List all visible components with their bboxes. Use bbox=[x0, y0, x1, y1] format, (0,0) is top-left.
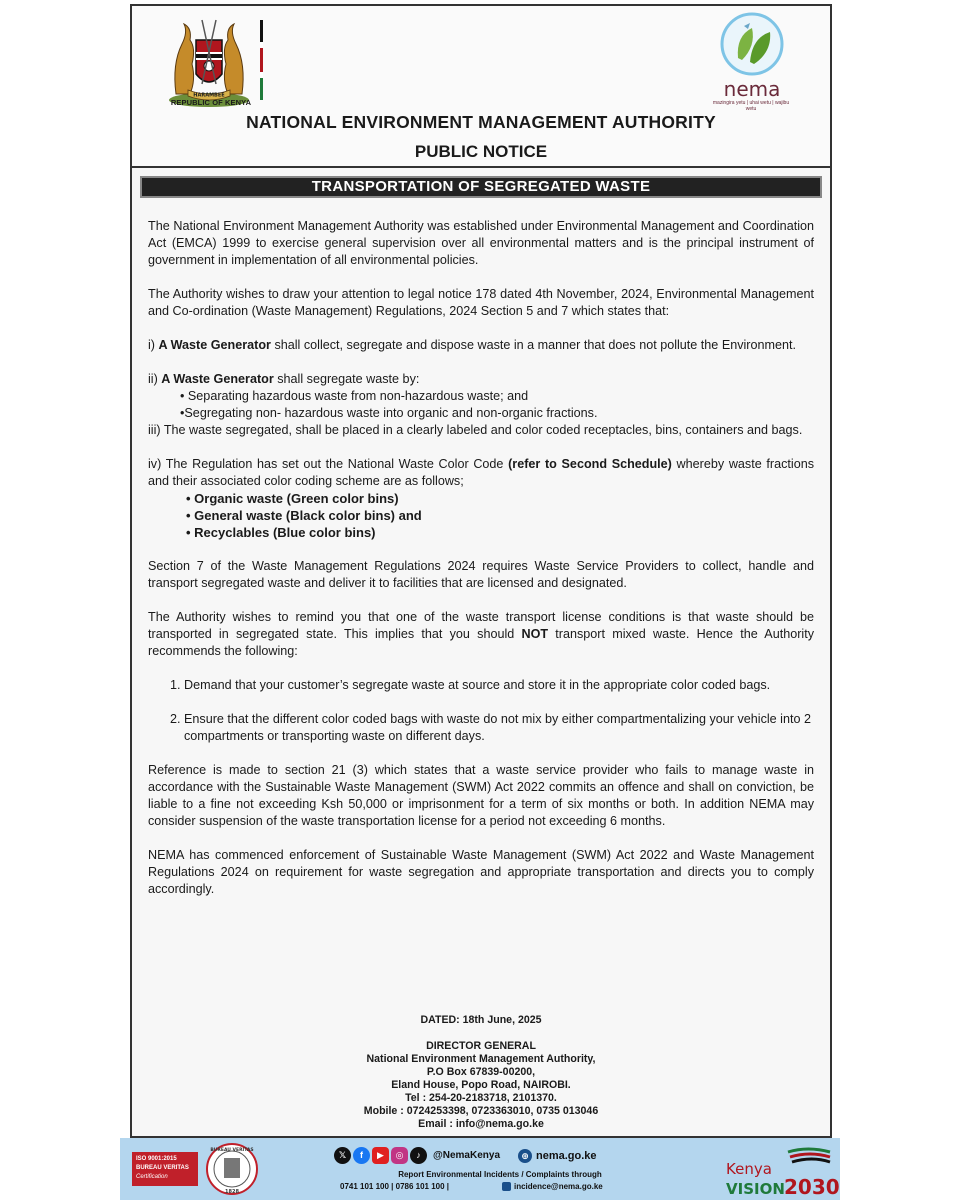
recommendation-1-num: 1. bbox=[170, 678, 181, 692]
clause-ii-bullet-1: • Separating hazardous waste from non-hazardous waste; and bbox=[180, 389, 529, 403]
vision-kenya-text: Kenya bbox=[726, 1160, 772, 1178]
vision-2030-logo-icon bbox=[718, 1142, 840, 1199]
clause-iv-start: iv) The Regulation has set out the National Waste Color Code bbox=[148, 457, 509, 471]
report-phones: 0741 101 100 | 0786 101 100 | bbox=[340, 1182, 450, 1191]
social-links bbox=[334, 1147, 500, 1164]
dated: DATED: 18th June, 2025 bbox=[420, 1014, 542, 1026]
clause-ii-prefix: ii) bbox=[148, 372, 162, 386]
clause-i bbox=[148, 337, 814, 354]
clause-ii bbox=[148, 371, 814, 388]
coat-motto: HARAMBEE bbox=[193, 92, 225, 99]
instagram-icon[interactable]: ◎ bbox=[391, 1147, 408, 1164]
paragraph-reminder bbox=[148, 609, 814, 660]
iso-line-3: Certification bbox=[136, 1174, 168, 1180]
recommendation-2 bbox=[148, 711, 814, 745]
iso-badge bbox=[132, 1152, 198, 1186]
color-bullet-organic: • Organic waste (Green color bins) bbox=[186, 491, 399, 506]
incidence-email-text: incidence@nema.go.ke bbox=[514, 1182, 603, 1191]
paragraph-reference: Reference is made to section 21 (3) which states that a waste service provider who fails to manage waste in accordance with the Sustainable Waste Management (SWM) Act 2022 commits an offence and shall on conviction, be liable to a fine not exceeding Ksh 50,000 or imprisonment for a term of six months or both. In addition NEMA may consider suspension of the waste transportation license for a period not exceeding 6 months. bbox=[148, 763, 814, 828]
mail-icon bbox=[502, 1182, 511, 1191]
clause-ii-text: shall segregate waste by: bbox=[273, 372, 420, 386]
paragraph-enforcement: NEMA has commenced enforcement of Sustainable Waste Management (SWM) Act 2022 and Waste Management Regulations 2024 on requirement for waste segregation and appropriate transportation and directs you to comply accordingly. bbox=[148, 848, 814, 896]
youtube-icon[interactable]: ▶ bbox=[372, 1147, 389, 1164]
clause-iii: iii) The waste segregated, shall be placed in a clearly labeled and color coded receptacles, bins, containers and bags. bbox=[148, 423, 803, 437]
vision-year: 2030 bbox=[784, 1175, 840, 1199]
clause-i-bold: A Waste Generator bbox=[158, 338, 271, 352]
coat-caption: REPUBLIC OF KENYA bbox=[170, 98, 252, 107]
color-bullet-recyclables: • Recyclables (Blue color bins) bbox=[186, 525, 376, 540]
signatory-title: DIRECTOR GENERAL bbox=[426, 1040, 536, 1052]
signatory-address: Eland House, Popo Road, NAIROBI. bbox=[391, 1079, 571, 1091]
reminder-end: transport mixed waste. Hence the Authority recommends the following: bbox=[148, 627, 814, 658]
clause-i-prefix: i) bbox=[148, 338, 159, 352]
website-text: nema.go.ke bbox=[536, 1149, 597, 1162]
clause-ii-bold: A Waste Generator bbox=[161, 372, 274, 386]
kenya-coat-of-arms-icon bbox=[166, 14, 252, 110]
notice-header bbox=[132, 6, 830, 168]
subject-banner: TRANSPORTATION OF SEGREGATED WASTE bbox=[140, 176, 822, 198]
clause-iv-bold: (refer to Second Schedule) bbox=[508, 457, 672, 471]
nema-logo-text: nema bbox=[723, 77, 781, 101]
tiktok-icon[interactable]: ♪ bbox=[410, 1147, 427, 1164]
clause-iv-end: whereby waste fractions and their associated color coding scheme are as follows; bbox=[148, 457, 814, 488]
paragraph-section-7: Section 7 of the Waste Management Regulations 2024 requires Waste Service Providers to collect, handle and transport segregated waste and deliver it to facilities that are licensed and designated. bbox=[148, 559, 814, 590]
x-icon[interactable]: 𝕏 bbox=[334, 1147, 351, 1164]
nema-tagline: mazingira yetu | uhai wetu | wajibu wetu bbox=[712, 100, 790, 112]
reminder-bold: NOT bbox=[521, 627, 549, 641]
social-handle[interactable]: @NemaKenya bbox=[433, 1150, 501, 1161]
signatory-mobile: Mobile : 0724253398, 0723363010, 0735 013046 bbox=[363, 1105, 599, 1117]
color-bullet-general: • General waste (Black color bins) and bbox=[186, 508, 422, 523]
clause-iv bbox=[148, 456, 814, 490]
flag-bar bbox=[260, 20, 263, 100]
recommendation-1 bbox=[148, 677, 814, 694]
notice-title: PUBLIC NOTICE bbox=[414, 142, 548, 161]
facebook-icon[interactable]: f bbox=[353, 1147, 370, 1164]
recommendation-2-text: Ensure that the different color coded bags with waste do not mix by either compartmentalizing your vehicle into 2 compartments or transporting waste on different days. bbox=[184, 712, 811, 743]
vision-word: VISION bbox=[726, 1180, 785, 1198]
bureau-veritas-seal-icon bbox=[206, 1142, 258, 1196]
website-link[interactable] bbox=[518, 1149, 597, 1163]
incidence-email-link[interactable] bbox=[502, 1182, 603, 1191]
clause-i-text: shall collect, segregate and dispose waste in a manner that does not pollute the Environment. bbox=[270, 338, 797, 352]
notice-body bbox=[148, 218, 814, 898]
footer-bar bbox=[120, 1138, 840, 1200]
signatory-org: National Environment Management Authority, bbox=[366, 1053, 596, 1065]
org-title: NATIONAL ENVIRONMENT MANAGEMENT AUTHORITY bbox=[246, 112, 716, 132]
notice-frame bbox=[130, 4, 832, 1138]
report-text: Report Environmental Incidents / Complaints through bbox=[398, 1170, 602, 1179]
signatory-tel: Tel : 254-20-2183718, 2101370. bbox=[405, 1092, 557, 1104]
signatory-email: Email : info@nema.go.ke bbox=[418, 1118, 544, 1130]
paragraph-legal-notice: The Authority wishes to draw your attention to legal notice 178 dated 4th November, 2024, Environmental Management and Co-ordination (Waste Management) Regulations, 2024 Section 5 and 7 which states that: bbox=[148, 287, 814, 318]
recommendation-2-num: 2. bbox=[170, 712, 181, 726]
signatory-pobox: P.O Box 67839-00200, bbox=[426, 1066, 536, 1078]
bv-seal-year: 1828 bbox=[225, 1189, 239, 1195]
bv-seal-text: BUREAU VERITAS bbox=[210, 1148, 254, 1153]
globe-icon: ⊕ bbox=[518, 1149, 532, 1163]
iso-line-1: ISO 9001:2015 bbox=[136, 1156, 177, 1162]
nema-logo-icon bbox=[716, 12, 788, 102]
reminder-start: The Authority wishes to remind you that one of the waste transport license conditions is that waste should be transported in segregated state. This implies that you should bbox=[148, 610, 814, 641]
iso-line-2: BUREAU VERITAS bbox=[136, 1165, 189, 1171]
clause-ii-bullet-2: •Segregating non- hazardous waste into organic and non-organic fractions. bbox=[180, 406, 598, 420]
paragraph-establishment: The National Environment Management Authority was established under Environmental Management and Coordination Act (EMCA) 1999 to exercise general supervision over all environmental matters and is the principal instrument of government in implementation of all environmental policies. bbox=[148, 219, 814, 267]
recommendation-1-text: Demand that your customer’s segregate waste at source and store it in the appropriate color coded bags. bbox=[184, 678, 771, 692]
signature-block bbox=[132, 1014, 830, 1131]
